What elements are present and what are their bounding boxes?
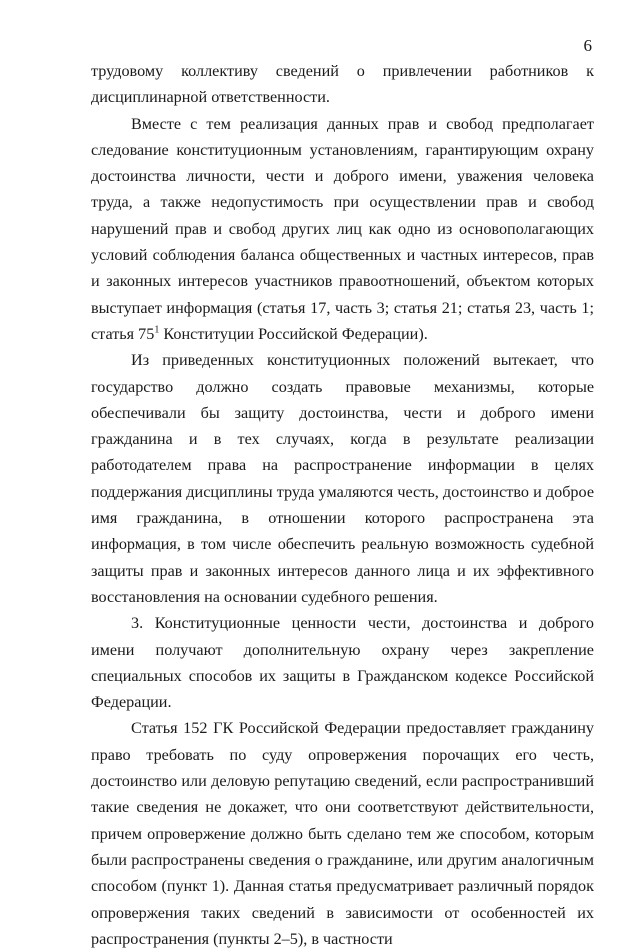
paragraph-2-text: Вместе с тем реализация данных прав и свобод предполагает следование конституционным установлениям, гарантирующим охрану достоинства личности, чести и доброго имени, уважения человека труда, а также недопустимость при осуществлении прав и свобод нарушений прав и свобод других лиц как одно из основополагающих условий соблюдения баланса общественных и частных интересов, прав и законных интересов участников правоотношений, объектом которых выступает информация (статья 17, часть 3; статья 21; статья 23, часть 1; статья 75 bbox=[91, 114, 594, 343]
paragraph-3: Из приведенных конституционных положений вытекает, что государство должно создать правовые механизмы, которые обеспечивали бы защиту достоинства, чести и доброго имени гражданина и в тех случаях, когда в результате реализации работодателем права на распространение информации в целях поддержания дисциплины труда умаляются честь, достоинство и доброе имя гражданина, в отношении которого распространена эта информация, в том числе обеспечить реальную возможность судебной защиты прав и законных интересов данного лица и их эффективного восстановления на основании судебного решения. bbox=[91, 351, 594, 606]
paragraph-5: Статья 152 ГК Российской Федерации предоставляет гражданину право требовать по суду опровержения порочащих его честь, достоинство или деловую репутацию сведений, если распространивший такие сведения не докажет, что они соответствуют действительности, причем опровержение должно быть сделано тем же способом, которым были распространены сведения о гражданине, или другим аналогичным способом (пункт 1). Данная статья предусматривает различный порядок опровержения таких сведений в зависимости от особенностей их распространения (пункты 2–5), в частности bbox=[91, 719, 594, 948]
document-body bbox=[91, 58, 594, 952]
paragraph-2-text-end: Конституции Российской Федерации). bbox=[159, 324, 428, 343]
paragraph-1: трудовому коллективу сведений о привлечении работников к дисциплинарной ответственности. bbox=[91, 62, 594, 107]
paragraph-4: 3. Конституционные ценности чести, достоинства и доброго имени получают дополнительную охрану через закрепление специальных способов их защиты в Гражданском кодексе Российской Федерации. bbox=[91, 614, 594, 712]
superscript-article-number: 1 bbox=[154, 324, 160, 336]
paragraph-2 bbox=[91, 111, 594, 348]
page-number: 6 bbox=[583, 36, 592, 55]
